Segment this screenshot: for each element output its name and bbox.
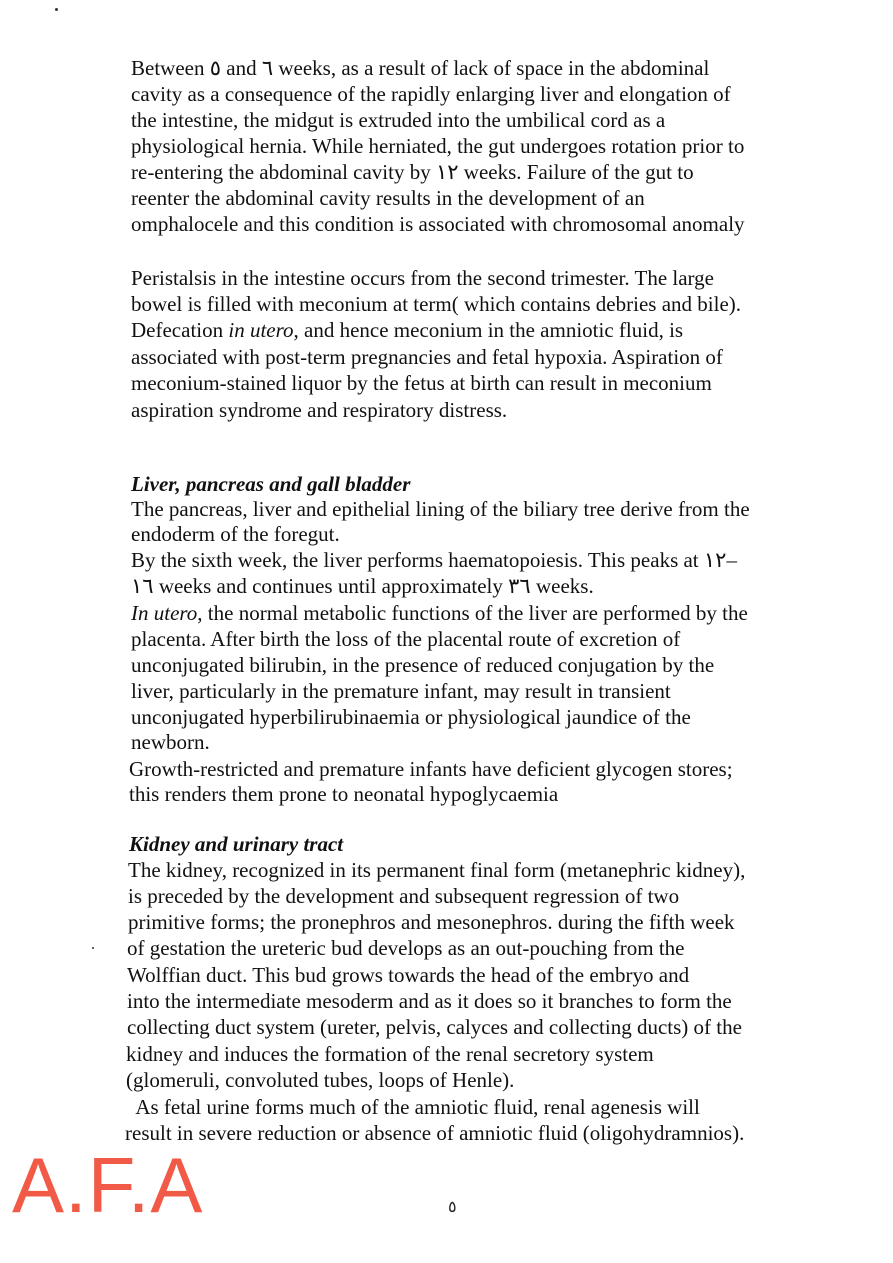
text-line: is preceded by the development and subsequent regression of two <box>128 884 680 908</box>
text-line <box>131 600 748 626</box>
scan-speck <box>92 947 94 949</box>
text-line: this renders them prone to neonatal hypoglycaemia <box>129 782 559 806</box>
text-line: of gestation the ureteric bud develops as an out-pouching from the <box>127 936 685 960</box>
text-line: endoderm of the foregut. <box>131 522 340 546</box>
text-line <box>131 317 683 343</box>
text-line: newborn. <box>131 730 210 754</box>
text-line: associated with post-term pregnancies and fetal hypoxia. Aspiration of <box>131 345 723 369</box>
italic-term: in utero <box>228 318 294 342</box>
text-line: (glomeruli, convoluted tubes, loops of Henle). <box>126 1068 515 1092</box>
text-line: collecting duct system (ureter, pelvis, calyces and collecting ducts) of the <box>127 1015 742 1039</box>
text-line: Growth-restricted and premature infants have deficient glycogen stores; <box>129 757 733 781</box>
italic-term: In utero <box>131 601 198 625</box>
text-line: bowel is filled with meconium at term( which contains debries and bile). <box>131 292 742 316</box>
text-line: re-entering the abdominal cavity by ١٢ weeks. Failure of the gut to <box>131 160 694 184</box>
text-line: unconjugated hyperbilirubinaemia or physiological jaundice of the <box>131 705 691 729</box>
text-line: Peristalsis in the intestine occurs from the second trimester. The large <box>131 266 714 290</box>
text-line: result in severe reduction or absence of amniotic fluid (oligohydramnios). <box>125 1121 745 1145</box>
text-line: ١٦ weeks and continues until approximately ٣٦ weeks. <box>131 574 594 598</box>
text-run: , the normal metabolic functions of the liver are performed by the <box>197 601 748 625</box>
text-line: liver, particularly in the premature infant, may result in transient <box>131 679 671 703</box>
text-line: cavity as a consequence of the rapidly enlarging liver and elongation of <box>131 82 731 106</box>
text-line: By the sixth week, the liver performs haematopoiesis. This peaks at ١٢– <box>131 548 737 572</box>
scan-speck <box>55 8 58 11</box>
page-number: ٥ <box>448 1199 457 1216</box>
text-run: , and hence meconium in the amniotic fluid, is <box>293 318 684 342</box>
text-line: reenter the abdominal cavity results in the development of an <box>131 186 645 210</box>
text-line: primitive forms; the pronephros and mesonephros. during the fifth week <box>128 910 735 934</box>
section-heading: Liver, pancreas and gall bladder <box>131 472 411 496</box>
text-line: aspiration syndrome and respiratory distress. <box>131 398 508 422</box>
text-line: Between ٥ and ٦ weeks, as a result of lack of space in the abdominal <box>131 56 710 80</box>
text-line: unconjugated bilirubin, in the presence of reduced conjugation by the <box>131 653 715 677</box>
text-line: kidney and induces the formation of the renal secretory system <box>126 1042 654 1066</box>
text-line: physiological hernia. While herniated, the gut undergoes rotation prior to <box>131 134 745 158</box>
text-run: Defecation <box>131 318 229 342</box>
text-line: meconium-stained liquor by the fetus at birth can result in meconium <box>131 371 712 395</box>
text-line: The pancreas, liver and epithelial lining of the biliary tree derive from the <box>131 497 750 521</box>
section-heading: Kidney and urinary tract <box>129 832 344 856</box>
text-line: The kidney, recognized in its permanent final form (metanephric kidney), <box>128 858 746 882</box>
text-line: the intestine, the midgut is extruded into the umbilical cord as a <box>131 108 666 132</box>
text-line: omphalocele and this condition is associated with chromosomal anomaly <box>131 212 745 236</box>
text-line: Wolffian duct. This bud grows towards the head of the embryo and <box>127 963 690 987</box>
text-line: placenta. After birth the loss of the placental route of excretion of <box>131 627 681 651</box>
text-line: into the intermediate mesoderm and as it does so it branches to form the <box>127 989 732 1013</box>
watermark: A.F.A <box>12 1141 204 1229</box>
text-line: As fetal urine forms much of the amniotic fluid, renal agenesis will <box>126 1095 700 1119</box>
